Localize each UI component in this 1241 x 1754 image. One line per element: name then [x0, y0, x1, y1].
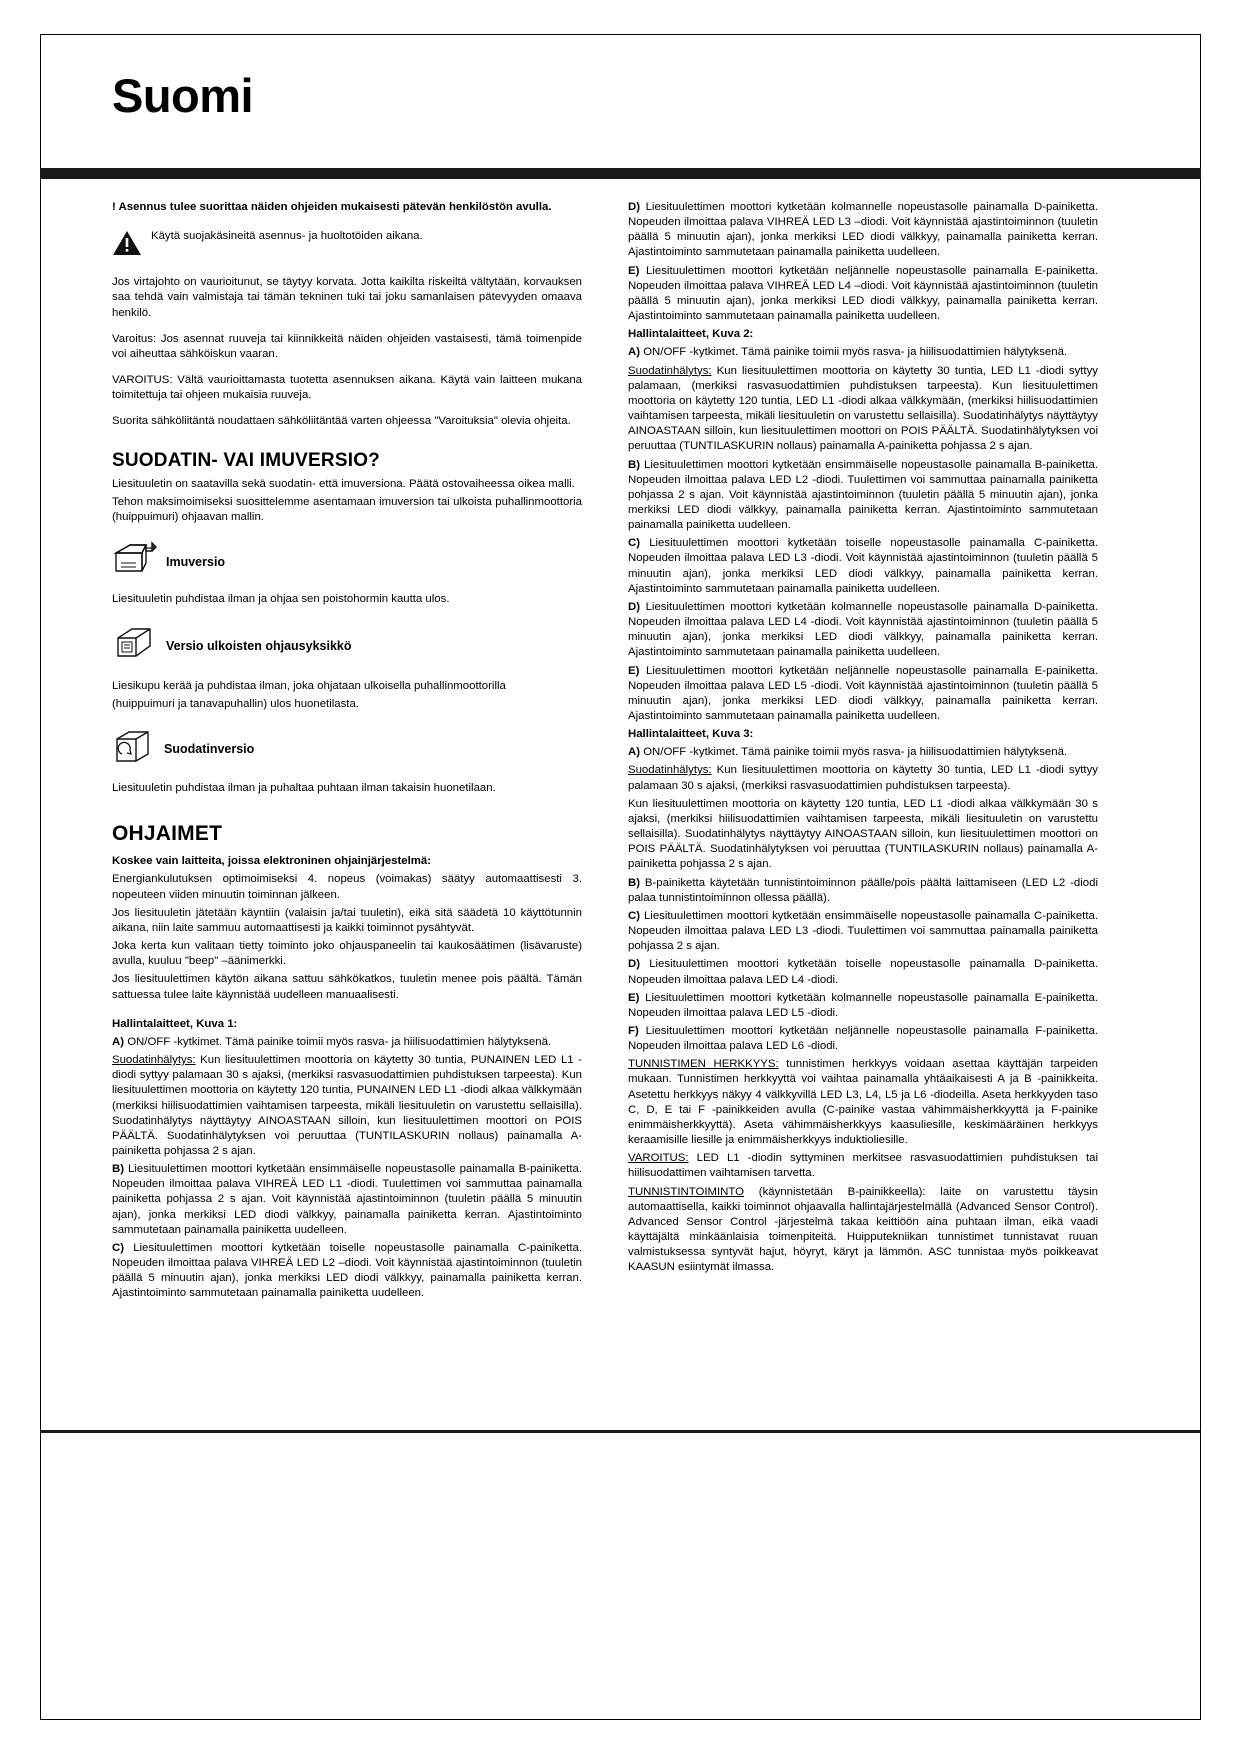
paragraph: Liesituuletin puhdistaa ilman ja puhaltaa puhtaan ilman takaisin huonetilaan.	[112, 782, 496, 795]
control-item	[628, 264, 1098, 325]
control-item-label: A)	[628, 746, 641, 759]
subheading-fig3: Hallintalaitteet, Kuva 3:	[628, 728, 754, 741]
control-item-text: Liesituulettimen moottori kytketään toiselle nopeustasolle painamalla C-painiketta. Nopeuden ilmoittaa palava VIHREÄ LED L2 –diodi. Voit käynnistää ajastintoiminnon (tuuletin päällä 5 minuutin ajan), jonka merkiksi LED diodi välkkyy, painamalla painiketta kerran. Ajastintoiminto sammutetaan painamalla painiketta uudelleen.	[112, 1241, 582, 1300]
control-item	[628, 957, 1098, 987]
control-item-label: A)	[112, 1035, 125, 1048]
control-item	[628, 797, 1098, 873]
control-item-label: B)	[628, 876, 641, 889]
paragraph: Jos liesituulettimen käytön aikana sattuu sähkökatkos, tuuletin menee pois päältä. Tämän sattuessa tulee laite käynnistää uudelleen manuaalisesti.	[112, 973, 582, 1001]
control-item-text: Liesituulettimen moottori kytketään neljännelle nopeustasolle painamalla E-painiketta. Nopeuden ilmoittaa palava VIHREÄ LED L4 –diodi. Voit käynnistää ajastintoiminnon (tuuletin päällä 5 minuutin ajan), jonka merkiksi LED diodi välkkyy, painamalla painiketta kerran. Ajastintoiminto sammutetaan painamalla painiketta uudelleen.	[628, 264, 1098, 323]
control-item-underlined: VAROITUS:	[628, 1152, 689, 1165]
duct-arrow-icon	[112, 541, 158, 582]
version-label: Imuversio	[166, 554, 226, 569]
control-item-text: Liesituulettimen moottori kytketään ensimmäiselle nopeustasolle painamalla B-painiketta. Nopeuden ilmoittaa palava LED L2 -diodi. Tuulettimen voi sammuttaa painamalla painiketta pohjassa 2 s ajan. Voit käynnistää ajastintoiminnon (tuuletin päällä 5 minuutin ajan), jonka merkiksi LED diodi välkkyy, painamalla painiketta kerran. Ajastintoiminto sammutetaan painamalla painiketta uudelleen.	[628, 458, 1098, 532]
control-item	[628, 536, 1098, 597]
control-item-text: ON/OFF -kytkimet. Tämä painike toimii myös rasva- ja hiilisuodattimien hälytyksenä.	[640, 346, 1068, 359]
intro-notice: ! Asennus tulee suorittaa näiden ohjeiden mukaisesti pätevän henkilöstön avulla.	[112, 201, 552, 213]
control-item-label: C)	[112, 1241, 125, 1254]
control-item-underlined: Suodatinhälytys:	[112, 1054, 196, 1067]
control-item-label: E)	[628, 264, 640, 277]
control-item-text: Liesituulettimen moottori kytketään kolmannelle nopeustasolle painamalla D-painiketta. Nopeuden ilmoittaa palava VIHREÄ LED L3 –diodi. Voit käynnistää ajastintoiminnon (tuuletin päällä 5 minuutin ajan), jonka merkiksi LED diodi välkkyy, painamalla painiketta kerran. Ajastintoiminto sammutetaan painamalla painiketta uudelleen.	[628, 201, 1098, 259]
controls-lead: Koskee vain laitteita, joissa elektroninen ohjainjärjestelmä:	[112, 855, 432, 868]
control-item-underlined: TUNNISTIMEN HERKKYYS:	[628, 1058, 779, 1071]
left-column	[112, 200, 582, 1305]
control-item-label: D)	[628, 600, 641, 613]
control-item-text: ON/OFF -kytkimet. Tämä painike toimii myös rasva- ja hiilisuodattimien hälytyksenä.	[640, 746, 1068, 759]
control-item-underlined: TUNNISTINTOIMINTO	[628, 1185, 745, 1198]
paragraph: Jos virtajohto on vaurioitunut, se täytyy korvata. Jotta kaikilta riskeiltä vältytään, korvauksen saa tehdä vain valmistaja tai tämän tekninen tuki tai joku samanlaisen pätevyyden omaava henkilö.	[112, 276, 582, 319]
control-item-label: E)	[628, 991, 640, 1004]
control-item-label: D)	[628, 201, 641, 213]
control-item-underlined: Suodatinhälytys:	[628, 764, 712, 777]
subheading-fig2: Hallintalaitteet, Kuva 2:	[628, 328, 754, 341]
control-item-text: Kun liesituulettimen moottoria on käytetty 120 tuntia, LED L1 -diodi alkaa välkkymään 30 s ajaksi, (merkiksi hiilisuodattimien vaihtamisen tarpeesta, mikäli liesituuletin on varustettu sellaisilla). Suodatinhälytys näyttäytyy AINOASTAAN silloin, kun liesituulettimen moottori on POIS PÄÄLTÄ. Suodatinhälytyksen voi peruuttaa (TUNTILASKURIN nollaus) painamalla A-painiketta pohjassa 2 s ajan.	[628, 797, 1098, 871]
control-item-text: Liesituulettimen moottori kytketään ensimmäiselle nopeustasolle painamalla B-painiketta. Nopeuden ilmoittaa palava VIHREÄ LED L1 -diodi. Tuulettimen voi sammuttaa painamalla painiketta pohjassa 2 s ajan. Voit käynnistää ajastintoiminnon (tuuletin päällä 5 minuutin ajan), jonka merkiksi LED diodi välkkyy, painamalla painiketta kerran. Ajastintoiminto sammutetaan painamalla painiketta uudelleen.	[112, 1163, 582, 1236]
control-item	[628, 1057, 1098, 1148]
control-item-label: A)	[628, 346, 641, 359]
version-label: Versio ulkoisten ohjausyksikkö	[166, 638, 352, 653]
control-item	[628, 991, 1098, 1021]
version-label: Suodatinversio	[164, 742, 255, 757]
control-item-text: LED L1 -diodin syttyminen merkitsee rasvasuodattimien puhdistuksen tai hiilisuodattimen vaihtamisen tarvetta.	[628, 1152, 1098, 1180]
control-item	[628, 200, 1098, 261]
control-item-text: Liesituulettimen moottori kytketään kolmannelle nopeustasolle painamalla E-painiketta. Nopeuden ilmoittaa palava LED L5 -diodi.	[628, 991, 1098, 1019]
control-item-text: Kun liesituulettimen moottoria on käytetty 30 tuntia, LED L1 -diodi syttyy palamaan 30 s ajaksi, (merkiksi rasvasuodattimien puhdistuksen tarpeesta).	[628, 764, 1098, 792]
right-column	[628, 200, 1098, 1278]
warning-triangle-icon	[112, 230, 142, 261]
heading-controls: OHJAIMET	[112, 822, 223, 846]
control-item-text: Kun liesituulettimen moottoria on käytetty 30 tuntia, LED L1 -diodi syttyy palamaan, (merkiksi rasvasuodattimien puhdistuksen tarpeesta). Kun liesituulettimen moottoria on käytetty 120 tuntia, LED L1 -diodi alkaa välkkymään, (merkiksi hiilisuodattimien vaihtamisen tarpeesta, mikäli liesituuletin on varustettu sellaisilla). Suodatinhälytys näyttäytyy AINOASTAAN silloin, kun liesituulettimen moottori on POIS PÄÄLTÄ. Suodatinhälytyksen voi peruuttaa (TUNTILASKURIN nollaus) painamalla A-painiketta pohjassa 2 s ajan.	[628, 364, 1098, 453]
paragraph: Liesituuletin puhdistaa ilman ja ohjaa sen poistohormin kautta ulos.	[112, 593, 450, 606]
control-item-label: F)	[628, 1024, 639, 1037]
external-motor-icon	[112, 624, 158, 669]
control-item	[628, 364, 1098, 455]
page-title: Suomi	[112, 69, 254, 122]
title-rule	[40, 168, 1201, 179]
control-item	[628, 1024, 1098, 1054]
control-item	[112, 1162, 582, 1238]
paragraph: Liesituuletin on saatavilla sekä suodatin- että imuversiona. Päätä ostovaiheessa oikea malli.	[112, 477, 575, 490]
heading-filter-version: SUODATIN- VAI IMUVERSIO?	[112, 449, 380, 471]
version-row-external-motor	[112, 624, 582, 669]
control-item	[628, 909, 1098, 954]
paragraph: VAROITUS: Vältä vaurioittamasta tuotetta asennuksen aikana. Käytä vain laitteen mukana toimitettuja tai ohjeen mukaisia ruuveja.	[112, 374, 582, 402]
control-item-text: Kun liesituulettimen moottoria on käytetty 30 tuntia, PUNAINEN LED L1 -diodi syttyy palamaan 30 s ajaksi, (merkiksi rasvasuodattimien puhdistuksen tarpeesta). Kun liesituulettimen moottoria on käytetty 120 tuntia, PUNAINEN LED L1 -diodi alkaa välkkymään (merkiksi hiilisuodattimien vaihtamisen tarpeesta, mikäli liesituuletin on varustettu sellaisilla). Suodatinhälytys näyttäytyy AINOASTAAN silloin, kun liesituulettimen moottori on POIS PÄÄLTÄ. Suodatinhälytyksen voi peruuttaa (TUNTILASKURIN nollaus) painamalla A-painiketta pohjassa 2 s ajan.	[112, 1054, 582, 1157]
control-item-label: D)	[628, 958, 641, 971]
control-item-text: Liesituulettimen moottori kytketään neljännelle nopeustasolle painamalla F-painiketta. Nopeuden ilmoittaa palava LED L6 -diodi.	[628, 1024, 1098, 1053]
control-item-text: B-painiketta käytetään tunnistintoiminnon päälle/pois päältä laittamiseen (LED L2 -diodi palaa tunnistintoiminnon ollessa päällä).	[628, 876, 1098, 904]
control-item	[112, 1035, 582, 1050]
paragraph: Liesikupu kerää ja puhdistaa ilman, joka ohjataan ulkoisella puhallinmoottorilla	[112, 679, 506, 692]
version-row-ducted	[112, 541, 582, 582]
control-item	[112, 1241, 582, 1302]
control-item-text: Liesituulettimen moottori kytketään ensimmäiselle nopeustasolle painamalla C-painiketta. Nopeuden ilmoittaa palava LED L3 -diodi. Tuulettimen voi sammuttaa painamalla painiketta pohjassa 2 s ajan.	[628, 909, 1098, 953]
control-item-text: (käynnistetään B-painikkeella): laite on varustettu täysin automaattisella, kaikki toiminnot ohjaavalla hallintajärjestelmällä (Advanced Sensor Control). Advanced Sensor Control -järjestelmä takaa keittiöön aina puhtaan ilman, eikä vaadi käyttäjältä minkäänlaisia toimenpiteitä. Huipputekniikan tunnistimet tunnistavat ruuan valmistuksessa syntyvät hajut, höyryt, käryt ja lämmön. ASC tunnistaa myös poikkeavat KAASUN esiintymät ilmassa.	[628, 1185, 1098, 1274]
control-item-text: tunnistimen herkkyys voidaan asettaa käyttäjän tarpeiden mukaan. Tunnistimen herkkyyttä voi vaihtaa painamalla yhtäaikaisesti A ja B -painikkeita. Asetettu herkkyys näkyy 4 välkkyvillä LED L3, L4, L5 ja L6 -diodeilla. Aseta herkkyyden taso C, D, E tai F -painikkeiden avulla (C-painike vastaa vähimmäisherkkyyttä ja F-painike enimmäisherkkyyttä). Aseta vähimmäisherkkyys kaasuliesille, keskimääräinen herkkyys keraamisille liesille ja enimmäisherkkyys induktioliesille.	[628, 1058, 1099, 1147]
control-item-underlined: Suodatinhälytys:	[628, 364, 712, 377]
control-item	[628, 1151, 1098, 1181]
warning-row	[112, 229, 582, 261]
control-item	[628, 458, 1098, 534]
paragraph: Joka kerta kun valitaan tietty toiminto joko ohjauspaneelin tai kaukosäätimen (lisävaruste) avulla, kuuluu "beep" –äänimerkki.	[112, 940, 582, 968]
paragraph: Energiankulutuksen optimoimiseksi 4. nopeus (voimakas) säätyy automaattisesti 3. nopeuteen viiden minuutin toiminnan jälkeen.	[112, 873, 582, 901]
control-item	[628, 1185, 1098, 1276]
footer-rule	[40, 1430, 1201, 1433]
control-item-text: ON/OFF -kytkimet. Tämä painike toimii myös rasva- ja hiilisuodattimien hälytyksenä.	[124, 1035, 552, 1048]
version-row-recirculation	[112, 728, 582, 771]
control-item-text: Liesituulettimen moottori kytketään kolmannelle nopeustasolle painamalla D-painiketta. Nopeuden ilmoittaa palava LED L4 -diodi. Voit käynnistää ajastintoiminnon (tuuletin päällä 5 minuutin ajan), jonka merkiksi LED diodi välkkyy, painamalla painiketta kerran. Ajastintoiminto sammutetaan painamalla painiketta uudelleen.	[628, 600, 1098, 659]
control-item-label: B)	[112, 1163, 125, 1176]
recirculation-icon	[112, 728, 156, 771]
paragraph: Varoitus: Jos asennat ruuveja tai kiinnikkeitä näiden ohjeiden vastaisesti, tämä toimenpide voi aiheuttaa sähköiskun vaaran.	[112, 332, 582, 360]
control-item-label: C)	[628, 909, 641, 922]
control-item-label: E)	[628, 664, 640, 677]
control-item-text: Liesituulettimen moottori kytketään toiselle nopeustasolle painamalla D-painiketta. Nopeuden ilmoittaa palava LED L4 -diodi.	[628, 958, 1098, 986]
warning-text: Käytä suojakäsineitä asennus- ja huoltotöiden aikana.	[151, 230, 423, 243]
control-item	[628, 763, 1098, 793]
control-item	[628, 600, 1098, 661]
paragraph: Tehon maksimoimiseksi suosittelemme asentamaan imuversion tai ulkoista puhallinmoottoria (huippuimuri) ohjaavan mallin.	[112, 495, 582, 524]
control-item	[628, 876, 1098, 906]
control-item	[628, 745, 1098, 760]
control-item-label: C)	[628, 537, 641, 550]
paragraph: Suorita sähköliitäntä noudattaen sähköliitäntää varten ohjeessa "Varoituksia" olevia ohjeita.	[112, 415, 571, 428]
subheading-fig1: Hallintalaitteet, Kuva 1:	[112, 1017, 238, 1030]
control-item	[112, 1053, 582, 1159]
paragraph: Jos liesituuletin jätetään käyntiin (valaisin ja/tai tuuletin), eikä sitä säädetä 10 käyttötunnin aikana, niin laite sammuu automaattisesti ja kaikki toiminnot pysähtyvät.	[112, 906, 582, 934]
control-item-label: B)	[628, 458, 641, 471]
control-item	[628, 664, 1098, 725]
control-item-text: Liesituulettimen moottori kytketään neljännelle nopeustasolle painamalla E-painiketta. Nopeuden ilmoittaa palava LED L5 -diodi. Voit käynnistää ajastintoiminnon (tuuletin päällä 5 minuutin ajan), jonka merkiksi LED diodi välkkyy, painamalla painiketta kerran. Ajastintoiminto sammutetaan painamalla painiketta uudelleen.	[628, 664, 1098, 722]
control-item	[628, 345, 1098, 360]
control-item-text: Liesituulettimen moottori kytketään toiselle nopeustasolle painamalla C-painiketta. Nopeuden ilmoittaa palava LED L3 -diodi. Voit käynnistää ajastintoiminnon (tuuletin päällä 5 minuutin ajan), jonka merkiksi LED diodi välkkyy, painamalla painiketta kerran. Ajastintoiminto sammutetaan painamalla painiketta uudelleen.	[628, 537, 1098, 595]
paragraph: (huippuimuri ja tanavapuhallin) ulos huonetilasta.	[112, 697, 359, 710]
